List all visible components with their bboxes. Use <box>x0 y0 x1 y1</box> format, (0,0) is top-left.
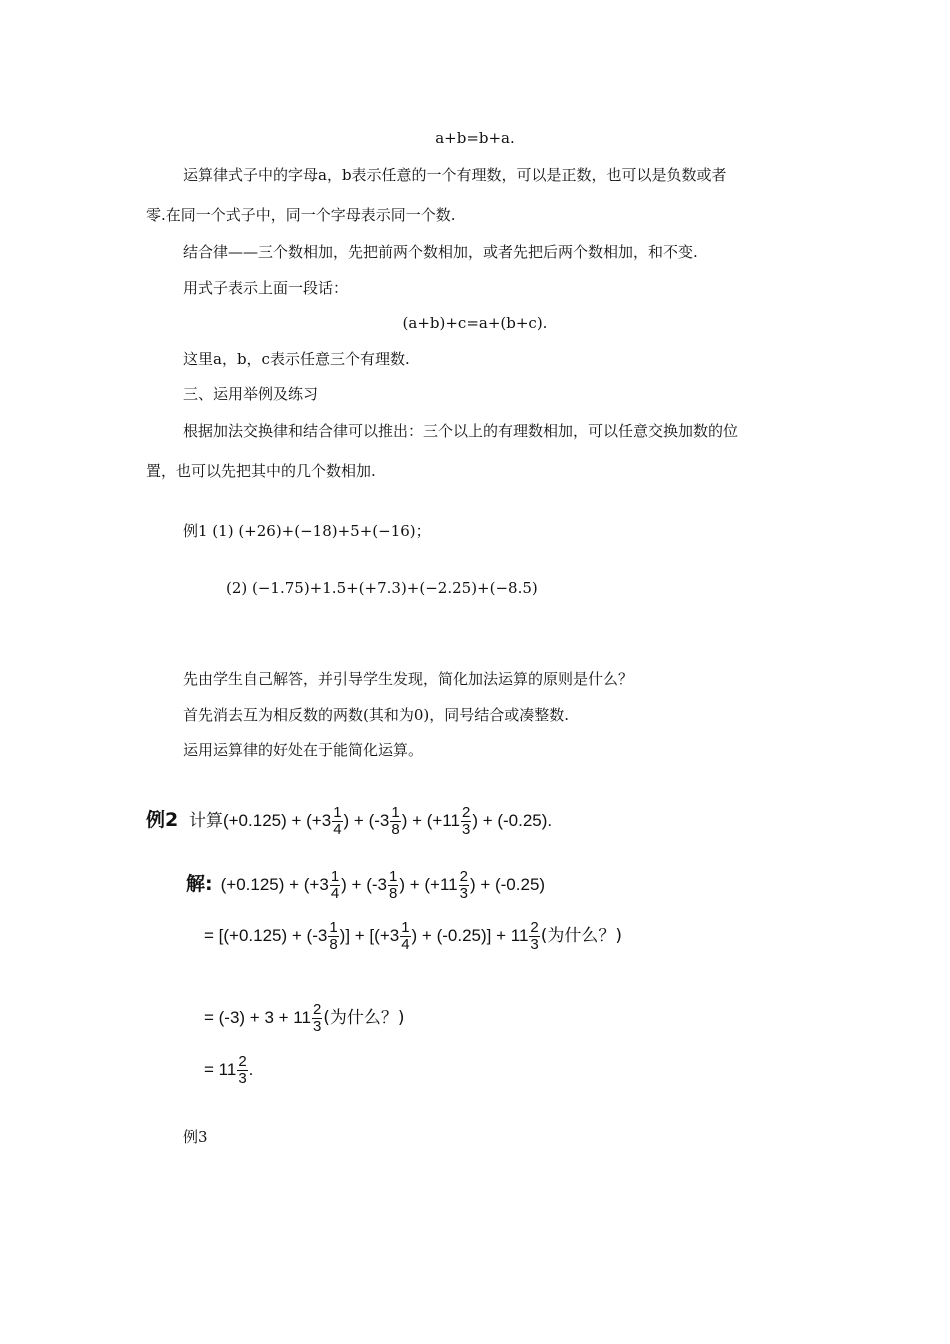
example-2 <box>146 802 552 839</box>
fraction: $\frac{1}{4}$ <box>330 868 340 903</box>
expr-part: ) + (-0.25)] + 11 <box>411 926 529 945</box>
guide-question: 先由学生自己解答，并引导学生发现，简化加法运算的原则是什么？ <box>183 670 634 688</box>
solution-line-3 <box>204 1000 405 1036</box>
paragraph-line: 置，也可以先把其中的几个数相加. <box>146 462 376 480</box>
paragraph-line: 零.在同一个式子中，同一个字母表示同一个数. <box>146 206 456 224</box>
expr-part: ) + (-3 <box>341 875 387 894</box>
expr-part: ) + (-0.25). <box>472 811 553 830</box>
expr-part: (+0.125) + (+3 <box>220 875 329 894</box>
example-2-compute: 计算 <box>188 811 223 831</box>
expr-part: )] + [(+3 <box>339 926 400 945</box>
fraction: $\frac{1}{8}$ <box>329 919 338 954</box>
fraction: $\frac{1}{8}$ <box>388 868 398 903</box>
guide-answer: 首先消去互为相反数的两数(其和为0)，同号结合或凑整数. <box>183 706 570 724</box>
expr-part: ) + (-0.25) <box>469 875 546 894</box>
fraction: $\frac{1}{4}$ <box>333 804 342 839</box>
expr-part: = [(+0.125) + (-3 <box>204 926 328 945</box>
formula-commutative: a+b=b+a. <box>435 129 515 147</box>
solution-line-1 <box>186 866 545 903</box>
why-note: (为什么？) <box>540 926 623 946</box>
fraction: $\frac{2}{3}$ <box>459 868 468 903</box>
example-2-label: 例2 <box>146 809 179 831</box>
example-1-part-2: (2) (−1.75)+1.5+(+7.3)+(−2.25)+(−8.5) <box>226 579 538 597</box>
fraction: $\frac{1}{8}$ <box>391 804 400 839</box>
expr-part: = 11 <box>204 1060 237 1079</box>
solution-label: 解: <box>186 873 213 895</box>
expr-part: ) + (+11 <box>401 811 460 830</box>
expr-part: ) + (+11 <box>399 875 458 894</box>
expression-intro: 用式子表示上面一段话： <box>183 279 349 297</box>
solution-line-4 <box>204 1052 253 1088</box>
formula-associative: (a+b)+c=a+(b+c). <box>402 314 548 332</box>
fraction: $\frac{1}{4}$ <box>401 919 410 954</box>
expr-part: . <box>248 1060 254 1079</box>
associative-law-text: 结合律——三个数相加，先把前两个数相加，或者先把后两个数相加，和不变. <box>183 243 698 261</box>
benefit-note: 运用运算律的好处在于能简化运算。 <box>183 741 424 759</box>
fraction: $\frac{2}{3}$ <box>312 1001 322 1036</box>
paragraph-line: 运算律式子中的字母a，b表示任意的一个有理数，可以是正数，也可以是负数或者 <box>183 166 727 184</box>
why-note: (为什么？) <box>323 1008 405 1028</box>
solution-line-2 <box>204 918 622 954</box>
fraction: $\frac{2}{3}$ <box>238 1053 247 1088</box>
example-1-part-1: 例1 (1) (+26)+(−18)+5+(−16)； <box>183 522 431 540</box>
expr-part: (+0.125) + (+3 <box>222 811 332 830</box>
example-3-label: 例3 <box>183 1128 208 1146</box>
fraction: $\frac{2}{3}$ <box>461 804 471 839</box>
fraction: $\frac{2}{3}$ <box>530 919 539 954</box>
paragraph-line: 根据加法交换律和结合律可以推出：三个以上的有理数相加，可以任意交换加数的位 <box>183 422 739 440</box>
expr-part: = (-3) + 3 + 11 <box>204 1008 311 1027</box>
abc-note: 这里a，b，c表示任意三个有理数. <box>183 350 410 368</box>
expr-part: ) + (-3 <box>343 811 390 830</box>
section-heading: 三、运用举例及练习 <box>183 385 319 403</box>
